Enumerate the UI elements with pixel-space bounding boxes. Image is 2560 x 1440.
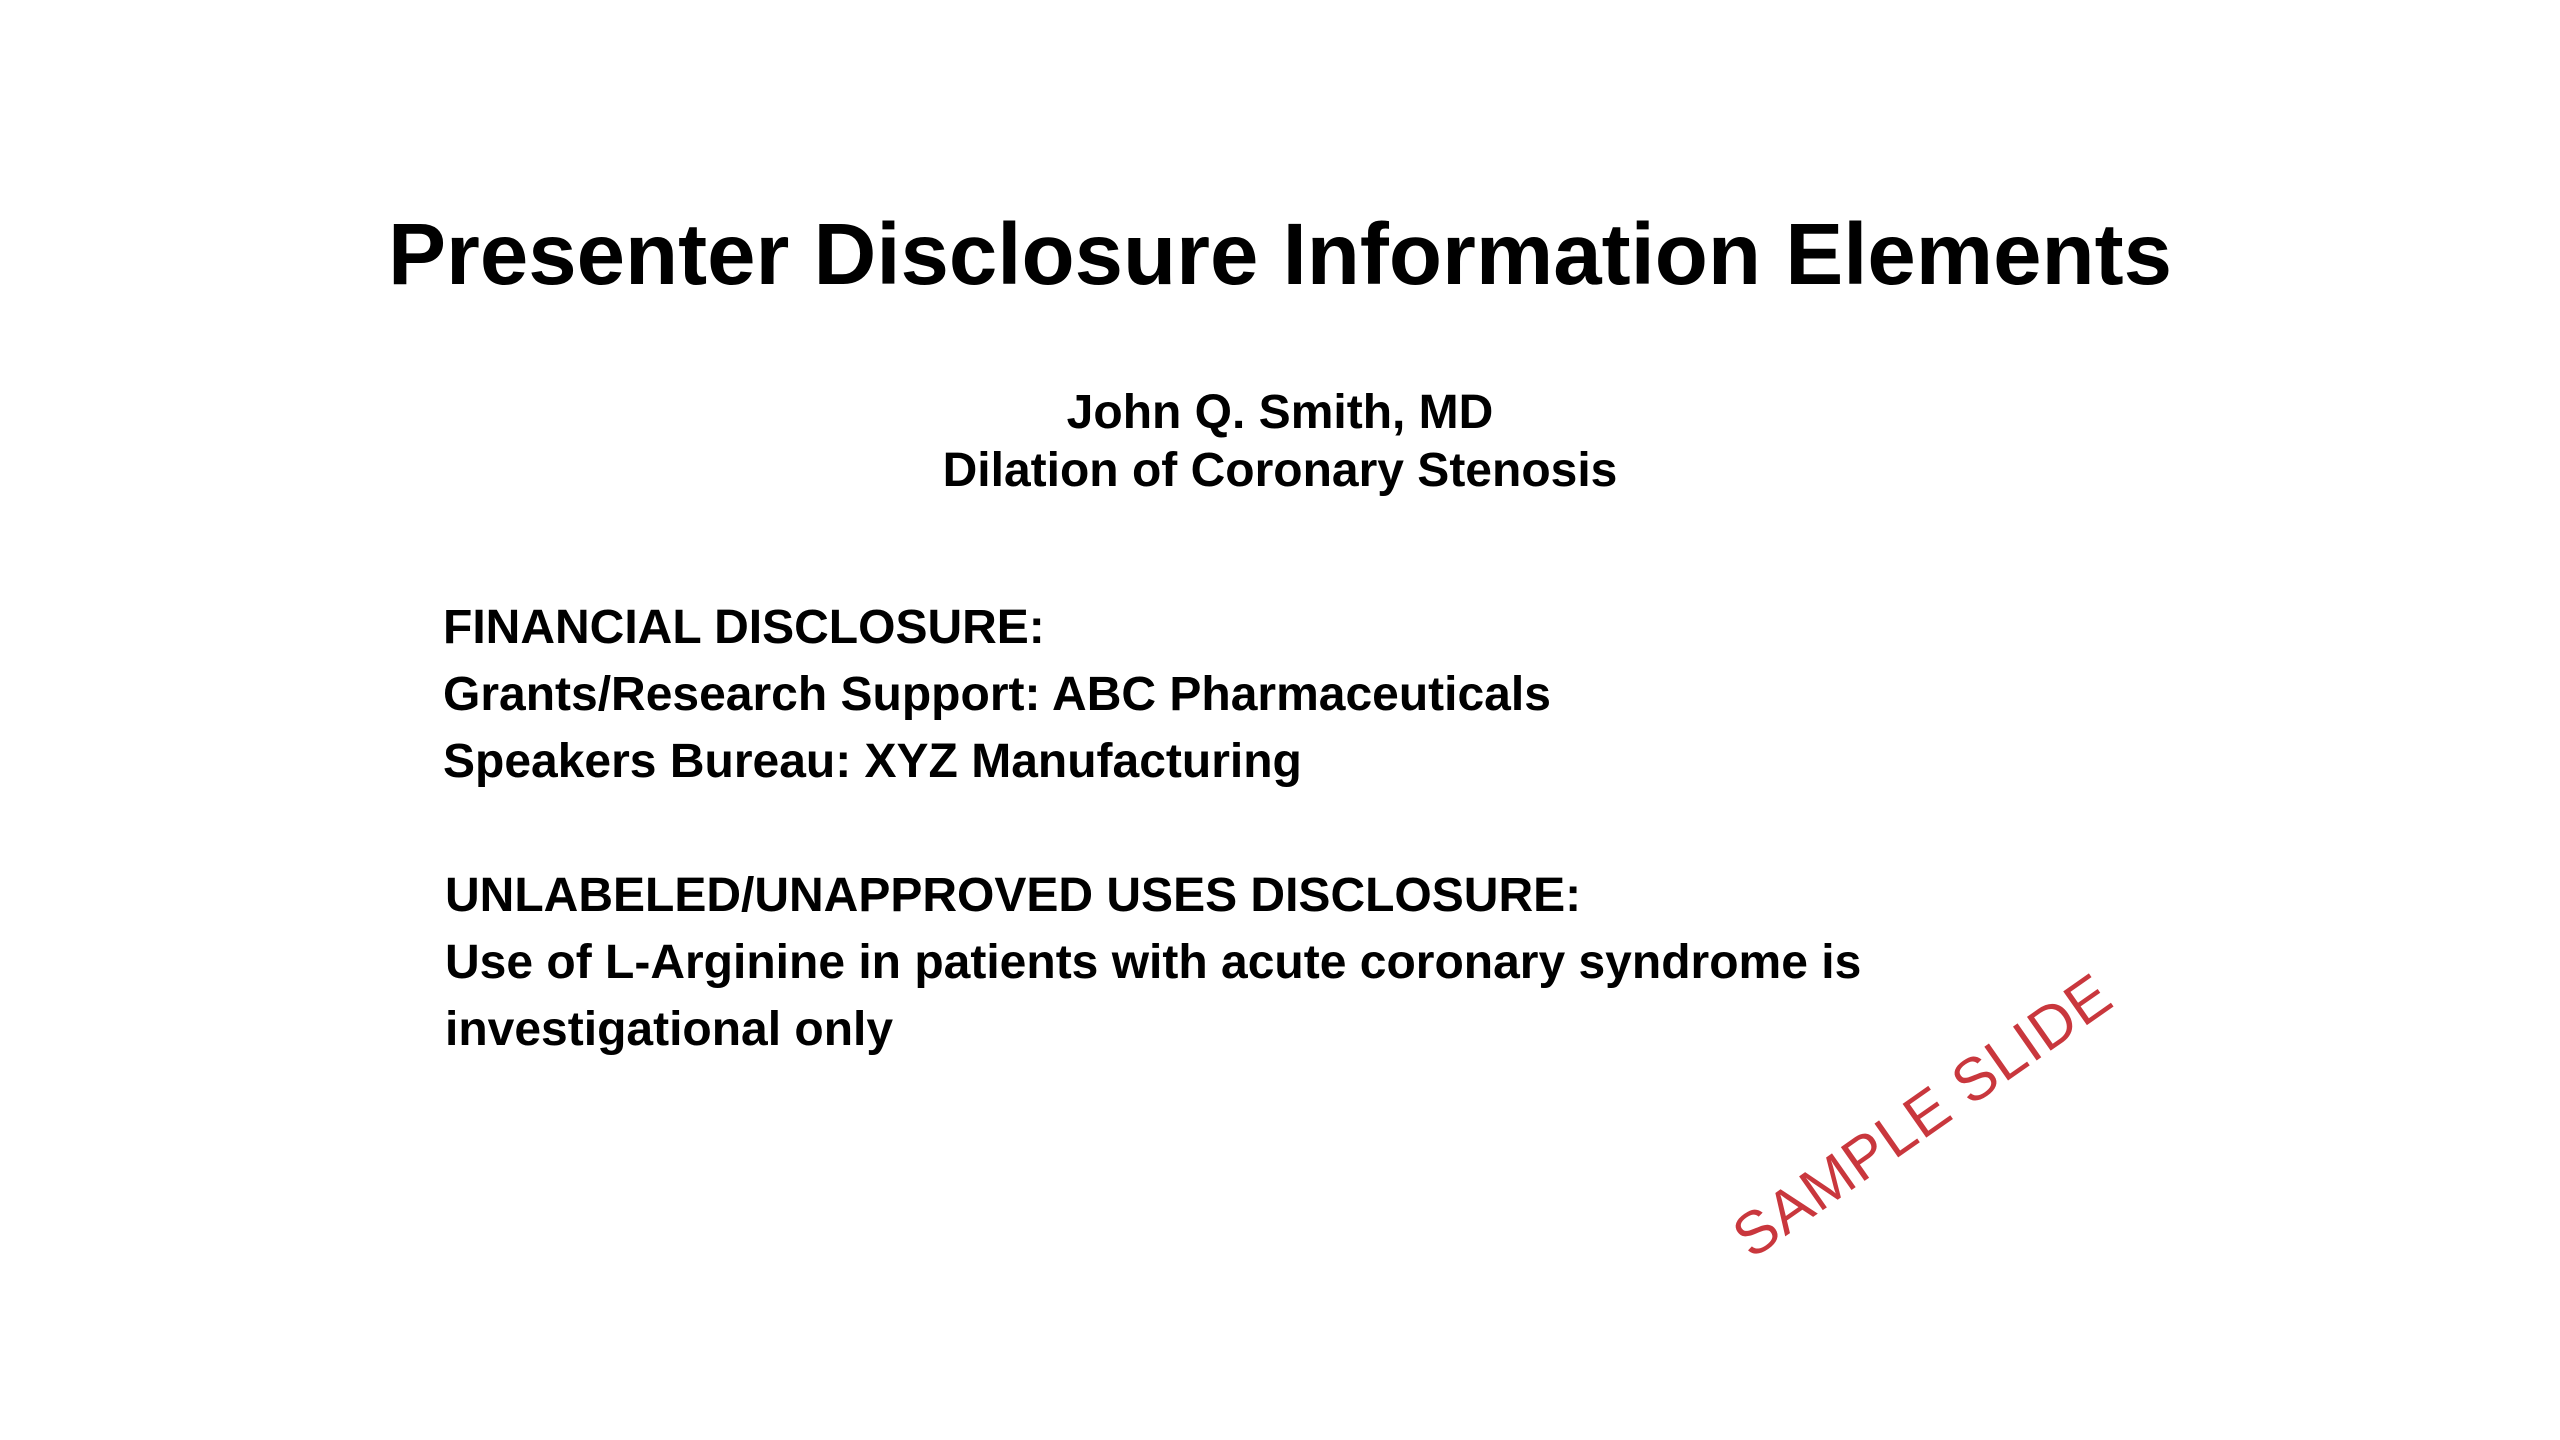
financial-disclosure-line: Speakers Bureau: XYZ Manufacturing — [443, 735, 1302, 788]
unlabeled-uses-disclosure-section — [445, 862, 1861, 1063]
presenter-name: John Q. Smith, MD — [1066, 386, 1494, 439]
sample-slide-stamp: SAMPLE SLIDE — [1720, 960, 2124, 1271]
financial-disclosure-section — [443, 594, 1551, 795]
talk-title: Dilation of Coronary Stenosis — [942, 444, 1618, 497]
financial-disclosure-line: Grants/Research Support: ABC Pharmaceuticals — [443, 668, 1551, 721]
presenter-block — [0, 384, 2560, 500]
slide-title: Presenter Disclosure Information Elements — [387, 206, 2173, 303]
unlabeled-uses-disclosure-line: investigational only — [445, 1003, 894, 1056]
unlabeled-uses-disclosure-heading: UNLABELED/UNAPPROVED USES DISCLOSURE: — [445, 869, 1582, 922]
financial-disclosure-heading: FINANCIAL DISCLOSURE: — [443, 601, 1045, 654]
unlabeled-uses-disclosure-line: Use of L-Arginine in patients with acute coronary syndrome is — [445, 936, 1862, 989]
